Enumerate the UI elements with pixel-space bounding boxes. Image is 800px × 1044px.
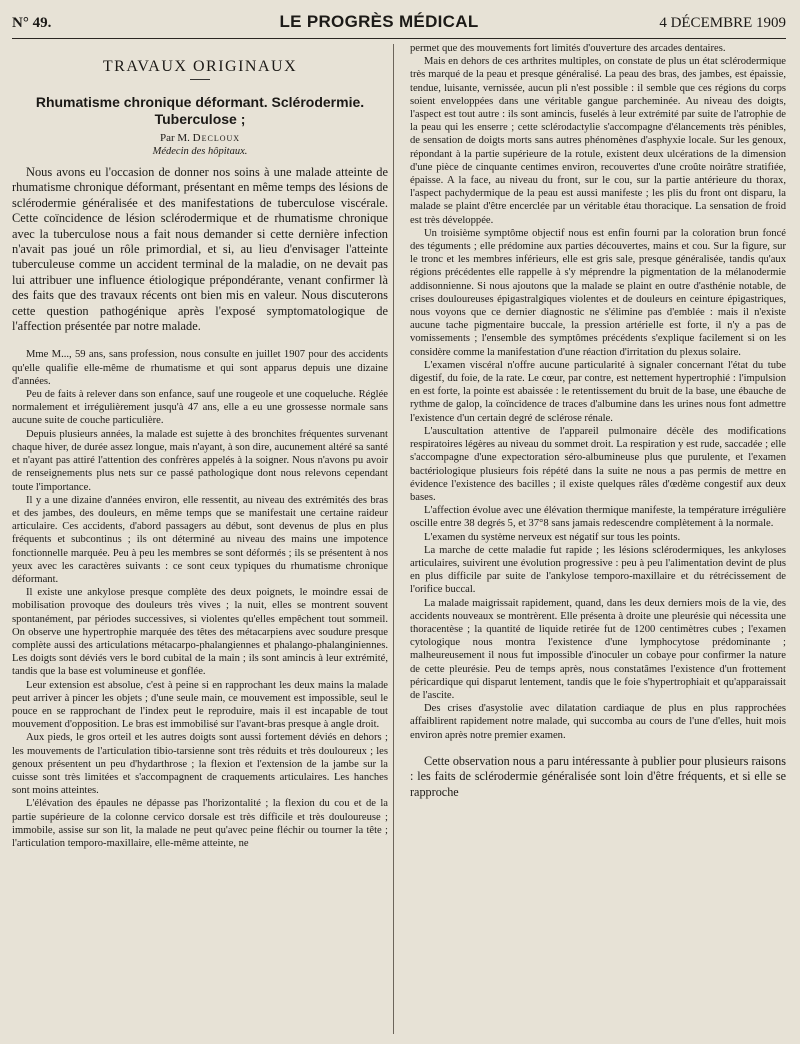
paragraph: Mais en dehors de ces arthrites multiples, on constate de plus un état sclérodermique très marqué de la peau et presque généralisé. La peau des bras, des jambes, est épaissie, tendue, luisante, vernissée, aucun pli n'est possible : il semble que ces régions du corps soient enveloppées dans une véritable gangue parcheminée. Au niveau des doigts, l'aspect est tout autre : ils sont amincis, fuselés à leur extrémité par suite de l'atrophie de la peau qui les enserre ; cette sclérodactylie s'accompagne d'élancements très pénibles, de sensation de doigts morts sans autres phénomènes d'asphyxie locale. Sur les genoux, répondant à la partie supérieure de la rotule, existent deux ulcérations de la dimension d'une pièce de cinquante centimes environ, recouvertes d'une croûte noirâtre stratifiée, épaisse. A la face, au niveau du front, sur le cou, sur la partie antérieure du thorax, l'aspect pachydermique de la peau est aussi manifeste ; les plis du front ont disparu, la malade se plaint d'être encerclée par un véritable étau thoracique. La sensation de froid est très développée. [410,56,786,226]
paragraph: Nous avons eu l'occasion de donner nos soins à une malade atteinte de rhumatisme chronique déformant, présentant en même temps des lésions de sclérodermie généralisée et des manifestations de tuberculose viscérale. Cette coïncidence de lésion sclérodermique et de rhumatisme chronique avec la tuberculose nous a fait nous demander si cette dernière infection n'avait pas joué un rôle primordial, et si, au lieu d'envisager l'atteinte tuberculeuse comme un accident terminal de la maladie, on ne devait pas lui attribuer une influence étiologique prépondérante, venant confirmer là des faits que des travaux récents ont bien mis en valeur. Nous discuterons cette question pathogénique après l'exposé symptomatologique de l'affection présentée par notre malade. [12,165,388,334]
paragraph: Il y a une dizaine d'années environ, elle ressentit, au niveau des extrémités des bras et des jambes, des douleurs, en même temps que se manifestait une certaine raideur articulaire. Ces accidents, d'abord passagers au début, sont devenus de plus en plus fréquents et subcontinus ; ils ont déterminé au niveau des mains une impotence fonctionnelle marquée. Peu à peu les membres se sont déformés ; ils se présentent à nos yeux avec les caractères suivants : ce sont ceux typiques du rhumatisme chronique déformant. [12,494,388,585]
paragraph: L'élévation des épaules ne dépasse pas l'horizontalité ; la flexion du cou et de la partie supérieure de la colonne cervico dorsale est très difficile et très douloureuse ; immobile, assise sur son lit, la malade ne peut qu'avec peine fléchir ou tourner la tête ; l'articulation temporo-maxillaire, elle-même atteinte, ne [12,798,388,849]
paragraph: L'affection évolue avec une élévation thermique manifeste, la température irrégulière oscille entre 38 degrés 5, et 37°8 sans jamais redescendre complètement à la normale. [410,505,786,530]
paragraph: L'auscultation attentive de l'appareil pulmonaire décèle des modifications respiratoires légères au niveau du sommet droit. La respiration y est rude, saccadée ; elle s'accompagne d'une expectoration séro-albumineuse plus que purulente, et l'examen bactériologique plusieurs fois répété dans la suite ne nous a pas permis de mettre en évidence l'existence des bacilles ; il existe quelques râles d'œdème congestif aux deux bases. [410,425,786,503]
paragraph: L'examen viscéral n'offre aucune particularité à signaler concernant l'état du tube digestif, du foie, de la rate. Le cœur, par contre, est nettement hypertrophié : l'impulsion en est forte, la pointe est abaissée : le retentissement du bruit de la base, une ébauche de rythme de galop, la coïncidence de traces d'albumine dans les urines nous font admettre l'existence d'un certain degré de sclérose rénale. [410,359,786,424]
running-head [12,12,786,39]
byline [12,132,388,144]
paragraph: Peu de faits à relever dans son enfance, sauf une rougeole et une coqueluche. Réglée normalement et irrégulièrement jusqu'à 47 ans, elle a eu une grossesse normale sans aucune suite de couche particulière. [12,389,388,427]
intro-text [12,165,388,334]
paragraph: La marche de cette maladie fut rapide ; les lésions sclérodermiques, les ankyloses articulaires, suivirent une évolution progressive : peu à peu l'alimentation devint de plus en plus difficile par suite de l'ankylose temporo-maxillaire et du rétrécissement de l'orifice buccal. [410,544,786,596]
right-body [410,42,786,742]
article-title-line-1: Rhumatisme chronique déformant. Sclérodermie. [35,94,365,110]
section-title: TRAVAUX ORIGINAUX [102,58,298,75]
paragraph: Il existe une ankylose presque complète des deux poignets, le moindre essai de mobilisation provoque des douleurs très vives ; la nuit, elles se montrent souvent spontanément, par périodes successives, si violentes qu'elles empêchent tout sommeil. On observe une hypertrophie marquée des têtes des métacarpiens avec soudure presque complète aussi des articulations métacarpo-phalangiennes et phalango-phalanginiennes. Les doigts sont déviés vers le bord cubital de la main ; ils sont amincis à leur extrémité, tandis que la base est volumineuse et gonflée. [12,587,388,678]
conclusion-text [410,754,786,801]
issue-date: 4 DÉCEMBRE 1909 [659,15,786,31]
section-rule [190,79,210,80]
paragraph: Depuis plusieurs années, la malade est sujette à des bronchites fréquentes survenant chaque hiver, de durée assez longue, mais n'ayant, à son dire, aucunement altéré sa santé et n'ayant pas attiré l'attention des confrères appelés à la soigner. Nous n'avons pu avoir de renseignements plus nets sur ce passé pathologique dont nous relevons cependant toute l'importance. [12,428,388,493]
paragraph: Un troisième symptôme objectif nous est enfin fourni par la coloration brun foncé des téguments ; elle prédomine aux parties découvertes, mains et cou. Sur la figure, sur le tronc et les membres inférieurs, elle est gris sale, presque généralisée, tandis qu'aux régions précédentes elle rappelle à s'y méprendre la pigmentation de la mélanodermie addisonnienne. Si nous ajoutons que la malade se plaint en outre d'asthénie notable, de crises douloureuses épigastralgiques violentes et de douleurs en ceinture épigastriques, nous voyons que ce dernier diagnostic ne s'élimine pas d'emblée : mais il n'existe aucune tache pigmentaire buccale, la pression artérielle est forte, il n'y a pas de vomissements ; l'ensemble des symptômes précédents s'explique facilement si on les considère comme la manifestation d'une réaction d'irritation du plexus solaire. [410,227,786,358]
author-role: Médecin des hôpitaux. [152,146,248,157]
paragraph: Cette observation nous a paru intéressante à publier pour plusieurs raisons : les faits de sclérodermie généralisée sont loin d'être fréquents, et si elle se rapproche [410,753,786,799]
right-column [410,42,786,850]
paragraph: Leur extension est absolue, c'est à peine si en rapprochant les deux mains la malade peut arriver à pincer les objets ; d'une seule main, ce mouvement est impossible, seul le pouce en se rapprochant de l'index peut le reproduire, mais il est incapable de tout mouvement d'opposition. Le bras est immobilisé sur l'avant-bras presque à angle droit. [12,679,388,731]
paragraph: permet que des mouvements fort limités d'ouverture des arcades dentaires. [410,43,726,54]
article-title-line-2: Tuberculose ; [154,111,246,127]
paragraph: L'examen du système nerveux est négatif sur tous les points. [424,531,681,543]
article-title [12,94,388,128]
paragraph: Des crises d'asystolie avec dilatation cardiaque de plus en plus rapprochées affaiblirent rapidement notre malade, qui succomba au cours de l'une d'elles, huit mois environ après notre premier examen. [410,703,786,741]
left-body [12,348,388,850]
paragraph: Mme M..., 59 ans, sans profession, nous consulte en juillet 1907 pour des accidents qu'elle qualifie elle-même de rhumatisme et qui sont apparus depuis une dizaine d'années. [12,349,388,387]
paragraph: Aux pieds, le gros orteil et les autres doigts sont aussi fortement déviés en dehors ; les mouvements de l'articulation tibio-tarsienne sont très réduits et très douloureux ; les genoux présentent un peu d'hydarthrose ; la flexion et l'extension de la jambe sur la cuisse sont très limitées et s'accompagnent de craquements articulaires. Les hanches sont moins atteintes. [12,732,388,797]
author-name: Decloux [192,132,241,144]
issue-number: N° 49. [12,15,52,31]
byline-prefix: Par M. [159,132,190,144]
columns [12,42,786,850]
column-divider [393,44,394,1034]
left-column [12,42,388,850]
journal-title: LE PROGRÈS MÉDICAL [279,12,479,31]
paragraph: La malade maigrissait rapidement, quand, dans les deux derniers mois de la vie, des accidents nouveaux se montrèrent. Elle présenta à droite une pleurésie qui nécessita une thoracentèse ; la quantité de liquide retirée fut de 1200 centimètres cubes ; l'examen cytologique nous montra l'existence d'une lymphocytose prédominante ; malheureusement il nous fut impossible d'inoculer un cobaye pour confirmer la nature de cette pleurésie. Peu de temps après, nous constatâmes l'existence d'un frottement péricardique qui disparut lentement, tandis que le foie s'hypertrophiait et qu'apparaissait de l'ascite. [410,597,786,701]
